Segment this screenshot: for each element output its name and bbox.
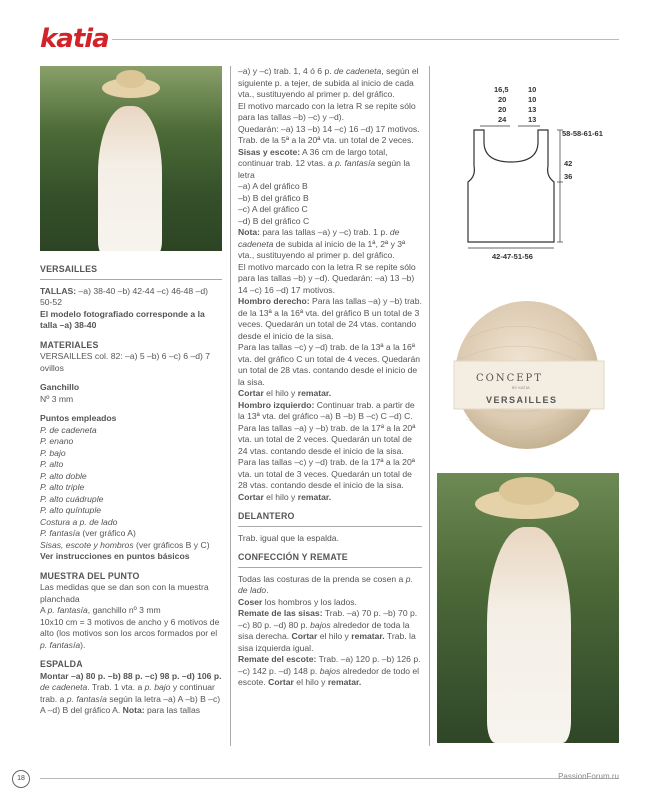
text: alrededor de toda la sisa derecha.	[238, 619, 410, 641]
espalda-label: ESPALDA	[40, 659, 83, 669]
text: Continuar trab. a partir de la 13ª vta. del gráfico –a) B –b) B –c) C –d) C.	[238, 399, 415, 421]
katia-logo: katia	[40, 24, 109, 54]
column-2	[238, 66, 422, 689]
muestra-label: MUESTRA DEL PUNTO	[40, 570, 140, 581]
espalda-text: y continuar trab. a	[40, 682, 215, 704]
schema-top-b-3: 13	[528, 115, 537, 124]
text: Cortar	[291, 631, 318, 641]
text: Trab. –a) 70 p. –b) 70 p. –c) 80 p. –d) 80 p.	[238, 608, 418, 630]
punto-item: P. de cadeneta	[40, 424, 97, 435]
text: p. fantasía	[334, 158, 376, 168]
ganchillo-label: Ganchillo	[40, 382, 80, 392]
text: El motivo marcado con la letra R se repite sólo para las tallas –b) y –d). Quedarán: –a) 13 –b) 14 –c) 16 –d) 17 motivos.	[238, 261, 416, 295]
text: según la letra	[238, 158, 411, 180]
model-photo-right	[437, 473, 619, 743]
muestra-text: A	[40, 605, 48, 615]
photo-size-note: El modelo fotografiado corresponde a la talla –a) 38-40	[40, 308, 205, 330]
hombro-derecho-label: Hombro derecho:	[238, 296, 310, 306]
column-divider	[429, 66, 430, 746]
tallas-value: –a) 38-40 –b) 42-44 –c) 46-48 –d) 50-52	[40, 285, 208, 307]
yarn-name: VERSAILLES	[486, 395, 558, 405]
espalda-text: p. bajo	[144, 682, 171, 692]
sisas-escote-label: Sisas y escote:	[238, 146, 301, 157]
schema-top-b-0: 10	[528, 85, 537, 94]
text: rematar.	[297, 491, 332, 502]
remate-sisas-label: Remate de las sisas:	[238, 608, 323, 618]
tallas-label: TALLAS:	[40, 285, 77, 296]
garment-schema	[436, 66, 618, 280]
fantasia-ref: (ver gráfico A)	[79, 528, 136, 538]
punto-item: P. bajo	[40, 447, 66, 458]
muestra-text: p. fantasía	[40, 639, 81, 650]
text: rematar.	[297, 388, 332, 398]
yarn-brand: CONCEPT	[476, 373, 543, 384]
sisas-ref: (ver gráficos B y C)	[133, 539, 210, 550]
text: –a) y –c) trab. 1, 4 ó 6 p.	[238, 66, 335, 76]
text: el hilo y	[263, 388, 298, 398]
model-photo-top	[40, 66, 222, 251]
text: .	[266, 585, 269, 595]
muestra-text: 10x10 cm = 3 motivos de ancho y 6 motivos de alto (los motivos son los arcos formados por el	[40, 616, 220, 638]
text: Trab. la sisa izquierda igual.	[238, 631, 416, 653]
schema-right-bottom: 36	[564, 172, 573, 181]
muestra-text: p. fantasía	[47, 605, 88, 615]
yarn-sub: BY KATIA	[512, 385, 530, 390]
pattern-title: VERSAILLES	[40, 264, 98, 274]
punto-item: P. alto quíntuple	[40, 505, 102, 515]
text: Trab. –a) 120 p. –b) 126 p. –c) 142 p. –d) 148 p.	[238, 654, 421, 676]
delantero-label: DELANTERO	[238, 511, 295, 521]
schema-right-mid: 42	[564, 159, 573, 168]
text: de cadeneta	[334, 66, 382, 76]
letter-item: –c) A del gráfico C	[238, 204, 308, 214]
text: Coser	[238, 596, 263, 607]
text: El motivo marcado con la letra R se repite sólo para las tallas –b) –c) y –d).	[238, 100, 416, 122]
text: Quedarán: –a) 13 –b) 14 –c) 16 –d) 17 motivos.	[238, 123, 420, 134]
text: para las tallas –a) y –c) trab. 1 p.	[259, 227, 390, 237]
punto-item: P. alto doble	[40, 470, 87, 481]
header-rule	[112, 39, 619, 40]
espalda-text: p. fantasía	[66, 693, 107, 704]
text: el hilo y	[317, 631, 352, 641]
remate-escote-label: Remate del escote:	[238, 654, 317, 664]
nota-label: Nota:	[238, 227, 260, 237]
text: Para las tallas –a) y –b) trab. de la 17ª a la 20ª vta. un total de 2 veces. Quedarán un total de 24 vtas. contando desde el inicio de la sisa.	[238, 422, 416, 456]
espalda-text: de cadeneta	[40, 682, 88, 692]
text: rematar.	[327, 677, 362, 687]
espalda-text: Nota:	[122, 705, 145, 715]
muestra-text-1: Las medidas que se dan son con la muestra planchada	[40, 582, 209, 604]
text: alrededor de todo el escote.	[238, 665, 420, 687]
schema-top-b-1: 10	[528, 95, 537, 104]
text: Para las tallas –a) y –b) trab. de la 13ª a la 16ª vta. del gráfico B un total de 3 veces. Quedarán un total de 24 vtas. contando desde el inicio de la sisa.	[238, 296, 422, 341]
muestra-text: ).	[80, 639, 86, 650]
schema-top-a-1: 20	[498, 95, 507, 104]
yarn-ball-image	[436, 289, 618, 459]
ver-instrucciones: Ver instrucciones en puntos básicos	[40, 551, 190, 561]
espalda-text: Montar –a) 80 p. –b) 88 p. –c) 98 p. –d) 106 p.	[40, 670, 222, 681]
text: Cortar	[238, 388, 264, 398]
text: Cortar	[238, 491, 264, 502]
puntos-label: Puntos empleados	[40, 413, 117, 423]
punto-item: P. alto triple	[40, 482, 85, 492]
punto-item: Costura a p. de lado	[40, 516, 118, 527]
text: Para las tallas –c) y –d) trab. de la 13ª a la 16ª vta. del gráfico C un total de 4 veces. Quedarán un total de 28 vtas. contando desde el inicio de la sisa.	[238, 342, 421, 387]
text: bajos	[319, 665, 341, 676]
schema-top-a-0: 16,5	[494, 85, 509, 94]
delantero-text: Trab. igual que la espalda.	[238, 532, 339, 543]
footer-rule	[40, 778, 619, 779]
confeccion-label: CONFECCIÓN Y REMATE	[238, 552, 348, 562]
column-1	[40, 264, 222, 717]
letter-item: –d) B del gráfico C	[238, 215, 310, 226]
sisas-label: Sisas, escote y hombros	[40, 539, 134, 550]
text: Trab. de la 5ª a la 20ª vta. un total de 2 veces.	[238, 135, 414, 145]
hombro-izquierdo-label: Hombro izquierdo:	[238, 399, 315, 410]
text: p. de lado	[238, 573, 413, 595]
text: de subida al inicio de la 1ª, 2ª y 3ª vta., sustituyendo al primer p. del gráfico.	[238, 238, 406, 260]
watermark: PassionForum.ru	[558, 772, 619, 781]
schema-bottom: 42-47-51-56	[492, 252, 533, 261]
text: el hilo y	[293, 677, 328, 687]
materiales-value: VERSAILLES col. 82: –a) 5 –b) 6 –c) 6 –d) 7 ovillos	[40, 351, 211, 373]
espalda-text: según la letra –a) A –b) B –c) A –d) B del gráfico A.	[40, 693, 221, 715]
punto-item: P. alto	[40, 459, 64, 469]
column-divider	[230, 66, 231, 746]
schema-right-top: 58-58-61-61	[562, 129, 603, 138]
text: de cadeneta	[238, 227, 400, 249]
text: Cortar	[268, 677, 294, 687]
schema-top-a-2: 20	[498, 105, 507, 114]
fantasia-label: P. fantasía	[40, 528, 80, 538]
text: , según el siguiente p. a tejer, de subida al inicio de cada vta., sustituyendo al primer p. del gráfico.	[238, 66, 419, 99]
text: Para las tallas –c) y –d) trab. de la 17ª a la 20ª vta. un total de 3 veces. Quedarán un total de 28 vtas. contando desde el inicio de la sisa.	[238, 457, 415, 490]
text: los hombros y los lados.	[262, 596, 357, 607]
letter-item: –b) B del gráfico B	[238, 192, 309, 203]
muestra-text: , ganchillo nº 3 mm	[87, 605, 161, 615]
schema-top-a-3: 24	[498, 115, 507, 124]
letter-item: –a) A del gráfico B	[238, 181, 308, 191]
materiales-label: MATERIALES	[40, 339, 99, 350]
punto-item: P. enano	[40, 436, 74, 446]
schema-top-b-2: 13	[528, 105, 537, 114]
espalda-text: para las tallas	[144, 705, 201, 715]
text: el hilo y	[263, 491, 298, 502]
text: Todas las costuras de la prenda se cosen a	[238, 573, 406, 584]
page-number: 18	[12, 770, 30, 788]
text: rematar.	[351, 631, 385, 641]
text: A 36 cm de largo total, continuar trab. 12 vtas. a	[238, 146, 388, 168]
ganchillo-value: Nº 3 mm	[40, 393, 74, 404]
espalda-text: . Trab. 1 vta. a	[87, 682, 145, 692]
punto-item: P. alto cuádruple	[40, 493, 104, 504]
text: bajos	[310, 619, 331, 630]
